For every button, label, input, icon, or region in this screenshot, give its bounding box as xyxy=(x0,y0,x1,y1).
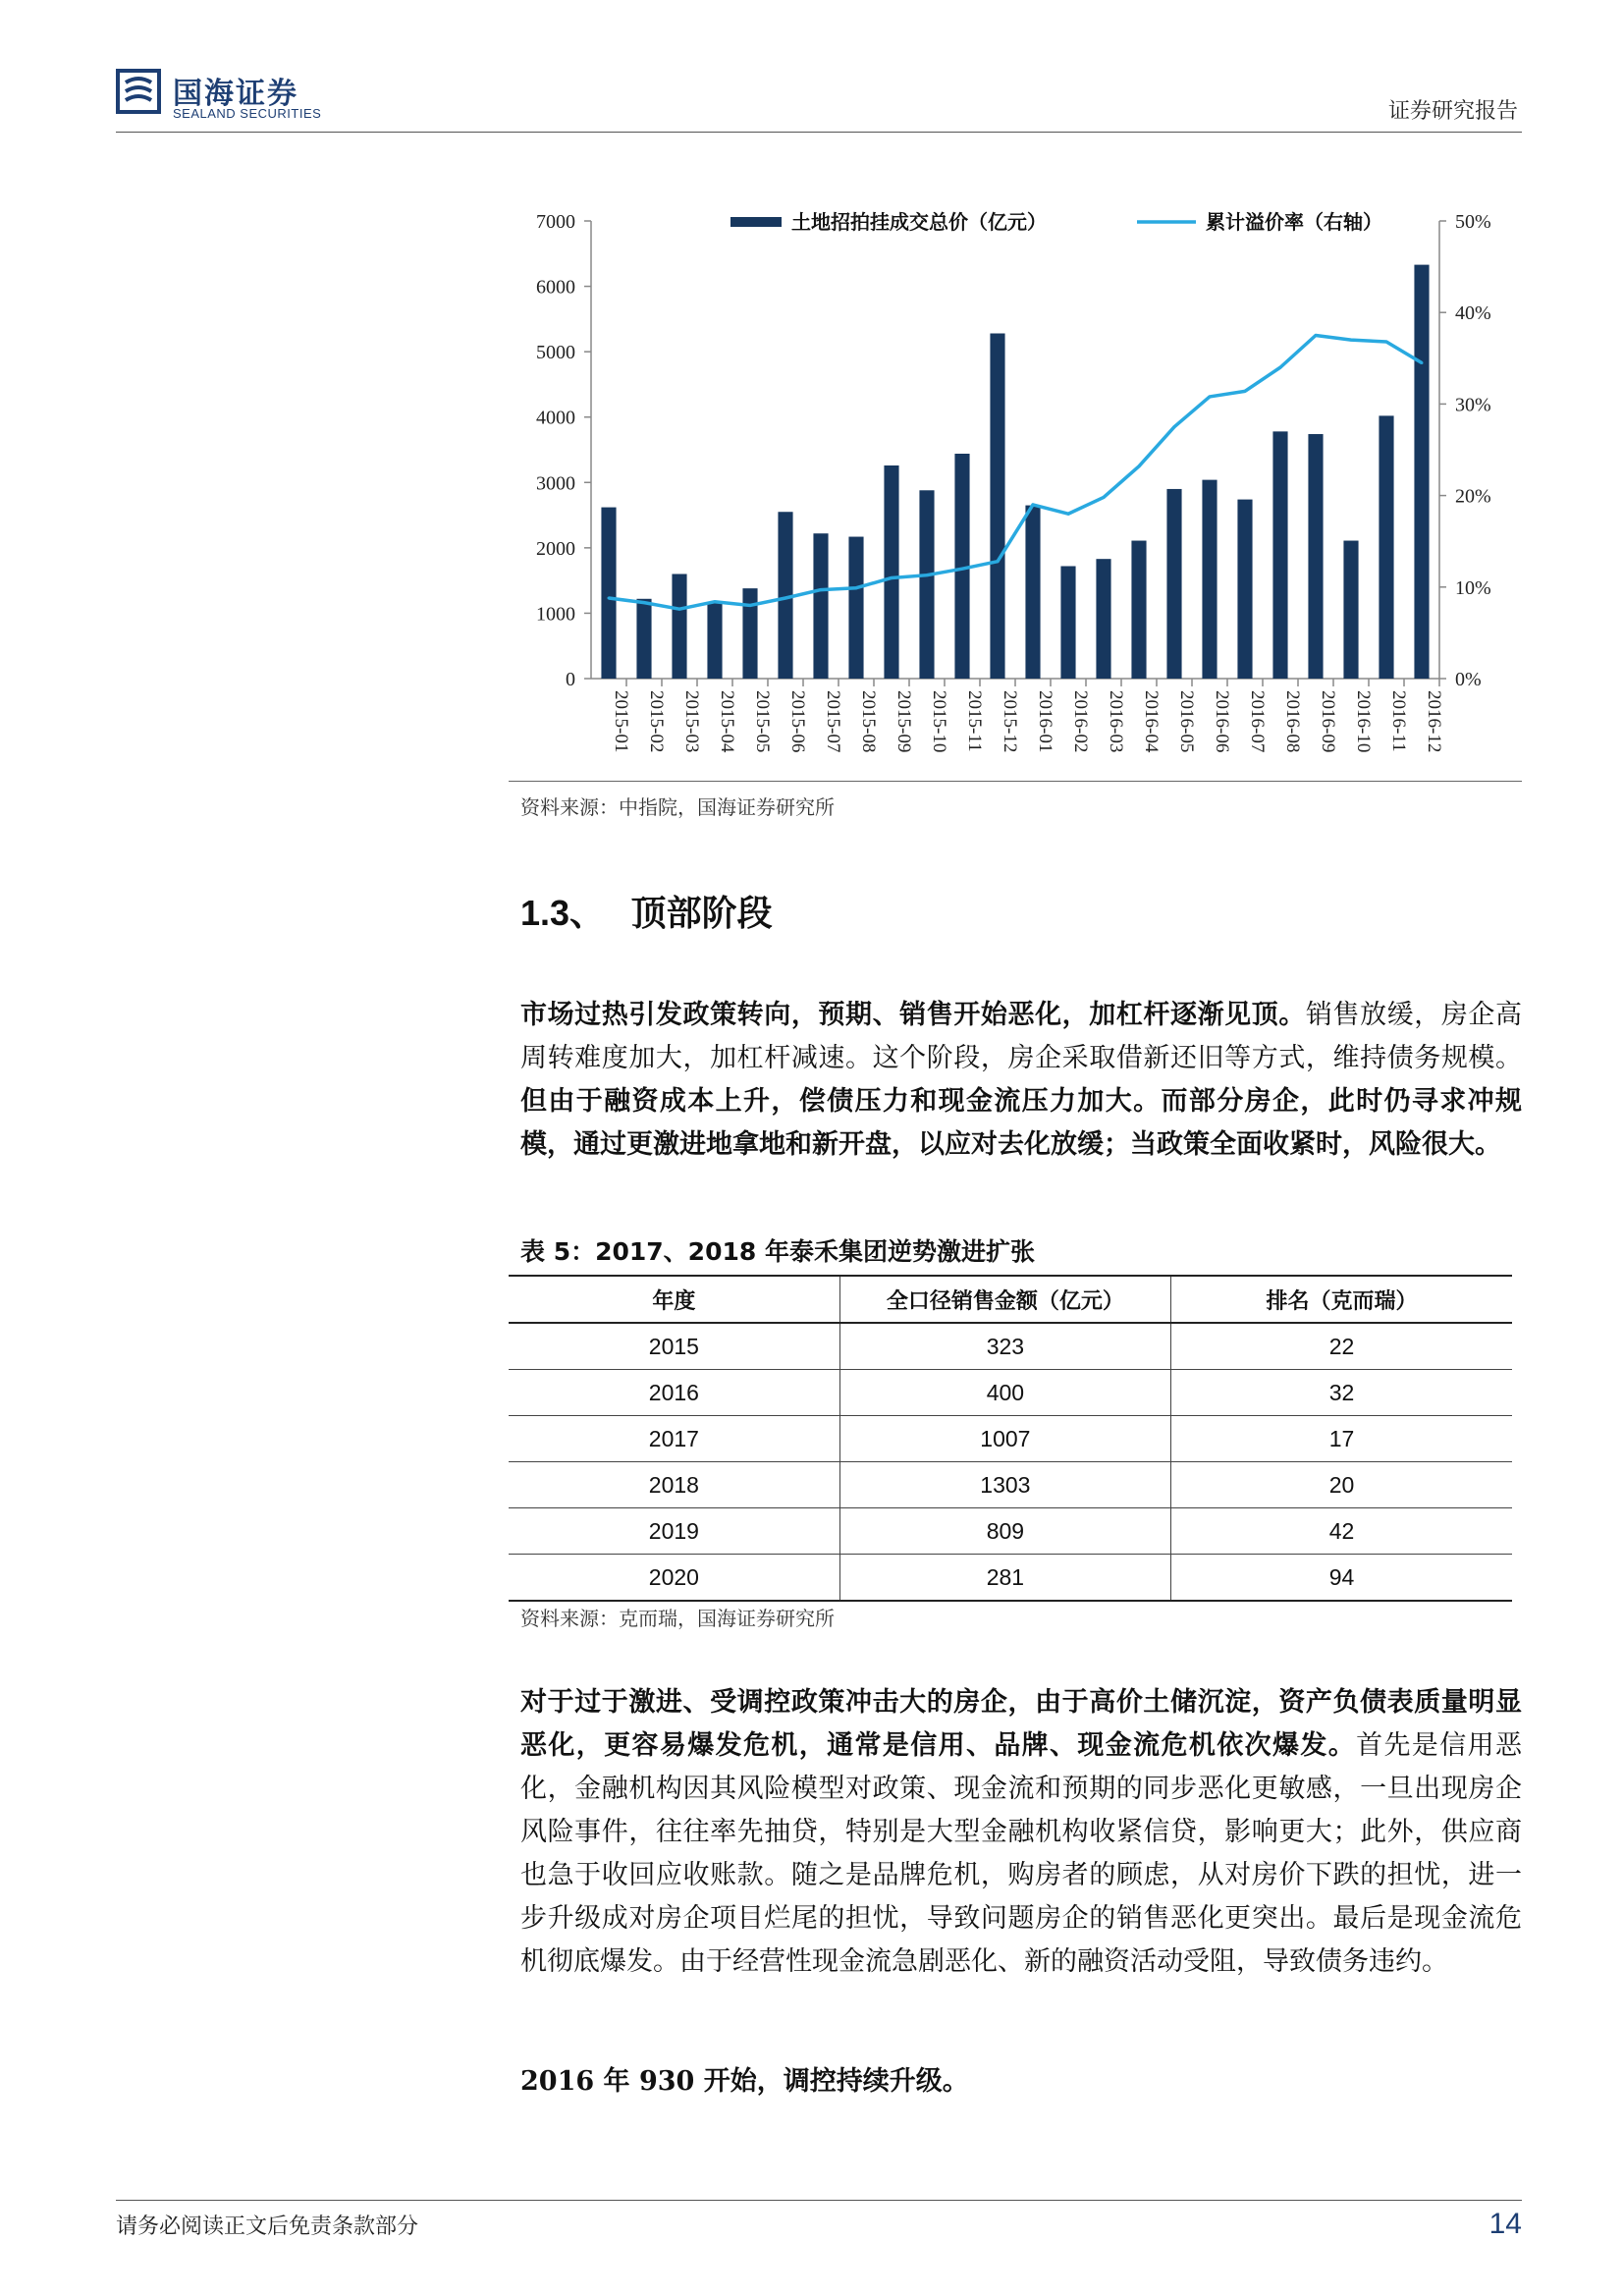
bar xyxy=(848,537,863,679)
x-tick-label: 2016-05 xyxy=(1176,690,1197,753)
x-tick-label: 2015-05 xyxy=(752,690,773,753)
cell-rank: 22 xyxy=(1171,1323,1513,1370)
left-tick-label: 2000 xyxy=(536,537,575,560)
cell-rank: 42 xyxy=(1171,1508,1513,1555)
paragraph-top-stage xyxy=(520,994,1522,1167)
x-tick-label: 2015-10 xyxy=(929,690,949,753)
table-row xyxy=(509,1462,1512,1508)
cell-rank: 20 xyxy=(1171,1462,1513,1508)
cell-sales: 281 xyxy=(839,1555,1170,1602)
right-tick-label: 50% xyxy=(1455,211,1491,233)
bar xyxy=(707,602,722,679)
bar xyxy=(1202,480,1217,679)
table-source: 资料来源：克而瑞，国海证券研究所 xyxy=(520,1607,835,1630)
cell-rank: 32 xyxy=(1171,1370,1513,1416)
x-tick-label: 2015-09 xyxy=(893,690,914,753)
line-point xyxy=(1244,390,1247,393)
legend-line-label: 累计溢价率（右轴） xyxy=(1206,210,1382,234)
table-row xyxy=(509,1323,1512,1370)
cell-year: 2016 xyxy=(509,1370,839,1416)
section-number: 1.3、 xyxy=(520,893,606,933)
legend-bar-swatch xyxy=(730,217,782,227)
x-tick-label: 2015-11 xyxy=(964,690,985,752)
page-header xyxy=(116,63,1522,133)
x-tick-label: 2015-04 xyxy=(717,690,737,753)
chart-source: 资料来源：中指院，国海证券研究所 xyxy=(520,795,835,819)
line-point xyxy=(926,574,929,576)
premium-rate-line xyxy=(609,336,1422,610)
right-tick-label: 10% xyxy=(1455,576,1491,599)
bar xyxy=(990,334,1004,679)
x-tick-label: 2016-03 xyxy=(1106,690,1126,753)
cell-sales: 1007 xyxy=(839,1416,1170,1462)
table-row xyxy=(509,1508,1512,1555)
cell-sales: 809 xyxy=(839,1508,1170,1555)
cell-sales: 323 xyxy=(839,1323,1170,1370)
line-point xyxy=(608,596,611,599)
x-tick-label: 2015-08 xyxy=(858,690,879,753)
x-tick-label: 2016-08 xyxy=(1282,690,1303,753)
bar xyxy=(742,588,757,679)
left-tick-label: 6000 xyxy=(536,276,575,299)
cell-year: 2015 xyxy=(509,1323,839,1370)
para3-bold: 2016 年 930 开始，调控持续升级。 xyxy=(520,2066,969,2097)
left-tick-label: 0 xyxy=(566,669,575,690)
bar xyxy=(1379,415,1393,679)
bar xyxy=(601,508,616,679)
bar xyxy=(884,465,898,679)
line-point xyxy=(678,608,681,611)
line-point xyxy=(1067,513,1070,516)
x-tick-label: 2016-09 xyxy=(1318,690,1338,753)
line-point xyxy=(714,600,717,603)
table-row xyxy=(509,1370,1512,1416)
line-point xyxy=(749,604,752,607)
right-tick-label: 40% xyxy=(1455,302,1491,325)
line-point xyxy=(855,586,858,589)
data-table xyxy=(509,1275,1512,1602)
x-tick-label: 2015-03 xyxy=(681,690,702,753)
x-tick-label: 2016-12 xyxy=(1424,690,1444,753)
line-point xyxy=(961,568,964,571)
left-tick-label: 5000 xyxy=(536,342,575,364)
line-point xyxy=(1103,496,1106,499)
cell-rank: 17 xyxy=(1171,1416,1513,1462)
x-tick-label: 2016-06 xyxy=(1212,690,1232,753)
paragraph-2016-policy xyxy=(520,2060,1522,2104)
column-header-sales: 全口径销售金额（亿元） xyxy=(839,1276,1170,1323)
bar xyxy=(1166,489,1181,679)
x-tick-label: 2015-02 xyxy=(646,690,667,753)
x-tick-label: 2015-12 xyxy=(1000,690,1020,753)
bar xyxy=(1237,500,1252,679)
bar xyxy=(636,599,651,679)
logo-english-name: SEALAND SECURITIES xyxy=(173,106,322,121)
line-point xyxy=(997,560,1000,563)
para1-bold-2: 但由于融资成本上升，偿债压力和现金流压力加大。而部分房企，此时仍寻求冲规模，通过更激进地拿地和新开盘，以应对去化放缓；当政策全面收紧时，风险很大。 xyxy=(520,1086,1522,1160)
left-tick-label: 7000 xyxy=(536,211,575,233)
x-tick-label: 2016-02 xyxy=(1070,690,1091,753)
section-title xyxy=(520,886,773,936)
x-tick-label: 2016-11 xyxy=(1388,690,1409,752)
bar xyxy=(672,574,686,679)
line-point xyxy=(1315,334,1318,337)
legend-bar-label: 土地招拍挂成交总价（亿元） xyxy=(791,210,1047,234)
bar xyxy=(1308,434,1323,679)
line-point xyxy=(784,596,787,599)
line-point xyxy=(1138,465,1141,467)
table-row xyxy=(509,1555,1512,1602)
report-type-label: 证券研究报告 xyxy=(1387,99,1518,124)
cell-year: 2019 xyxy=(509,1508,839,1555)
bar xyxy=(1060,566,1075,679)
line-point xyxy=(1032,503,1035,506)
para2-text-1: 首先是信用恶化，金融机构因其风险模型对政策、现金流和预期的同步恶化更敏感，一旦出现房企风险事件，往往率先抽贷，特别是大型金融机构收紧信贷，影响更大；此外，供应商也急于收回应收账款。随之是品牌危机，购房者的顾虑，从对房价下跌的担忧，进一步升级成对房企项目烂尾的担忧，导致问题房企的销售恶化更突出。最后是现金流危机彻底爆发。由于经营性现金流急剧恶化、新的融资活动受阻，导致债务违约。 xyxy=(520,1730,1523,1977)
x-tick-label: 2016-04 xyxy=(1141,690,1162,753)
chart-canvas xyxy=(509,201,1522,781)
bar xyxy=(1343,541,1358,679)
bar xyxy=(1096,559,1110,679)
paragraph-crisis xyxy=(520,1681,1522,1984)
land-sales-chart xyxy=(509,201,1522,782)
line-point xyxy=(1385,341,1388,344)
cell-sales: 1303 xyxy=(839,1462,1170,1508)
line-point xyxy=(1173,425,1176,428)
cell-year: 2018 xyxy=(509,1462,839,1508)
cell-rank: 94 xyxy=(1171,1555,1513,1602)
table-caption: 表 5：2017、2018 年泰禾集团逆势激进扩张 xyxy=(520,1237,1035,1266)
line-point xyxy=(643,601,646,604)
cell-year: 2020 xyxy=(509,1555,839,1602)
tahoe-sales-table xyxy=(509,1275,1512,1602)
cell-sales: 400 xyxy=(839,1370,1170,1416)
x-tick-label: 2015-07 xyxy=(823,690,843,753)
section-heading: 顶部阶段 xyxy=(630,894,773,934)
x-tick-label: 2015-01 xyxy=(611,690,631,753)
footer-divider xyxy=(116,2200,1522,2201)
x-tick-label: 2016-10 xyxy=(1353,690,1374,753)
sealand-logo-icon xyxy=(116,69,161,114)
line-point xyxy=(820,588,823,591)
column-header-year: 年度 xyxy=(509,1276,839,1323)
left-tick-label: 3000 xyxy=(536,472,575,495)
bar xyxy=(1025,506,1040,679)
right-tick-label: 30% xyxy=(1455,394,1491,416)
line-point xyxy=(1209,395,1212,398)
line-point xyxy=(1421,361,1424,364)
x-tick-label: 2015-06 xyxy=(787,690,808,753)
right-tick-label: 20% xyxy=(1455,485,1491,508)
bar xyxy=(1414,265,1429,679)
left-tick-label: 4000 xyxy=(536,407,575,429)
para2-bold-1: 对于过于激进、受调控政策冲击大的房企，由于高价土储沉淀，资产负债表质量明显恶化，更容易爆发危机，通常是信用、品牌、现金流危机依次爆发。 xyxy=(520,1687,1522,1761)
x-tick-label: 2016-07 xyxy=(1247,690,1268,753)
para1-text-1: 销售放缓，房企高周转难度加大，加杠杆减速。这个阶段，房企采取借新还旧等方式，维持债务规模。 xyxy=(520,1000,1523,1073)
bar xyxy=(1131,541,1146,679)
right-tick-label: 0% xyxy=(1455,669,1482,690)
logo-chinese-name: 国海证券 xyxy=(173,77,298,111)
page-number: 14 xyxy=(1488,2208,1522,2240)
bar xyxy=(1272,431,1287,679)
footer-disclaimer: 请务必阅读正文后免责条款部分 xyxy=(116,2214,419,2239)
bar xyxy=(919,490,934,679)
left-tick-label: 1000 xyxy=(536,603,575,626)
line-point xyxy=(1279,366,1282,369)
bar xyxy=(813,533,828,679)
column-header-rank: 排名（克而瑞） xyxy=(1171,1276,1513,1323)
table-header-row xyxy=(509,1276,1512,1323)
line-point xyxy=(1350,339,1353,342)
line-point xyxy=(891,576,893,579)
x-tick-label: 2016-01 xyxy=(1035,690,1055,753)
cell-year: 2017 xyxy=(509,1416,839,1462)
para1-bold-1: 市场过热引发政策转向，预期、销售开始恶化，加杠杆逐渐见顶。 xyxy=(520,1000,1306,1030)
table-row xyxy=(509,1416,1512,1462)
